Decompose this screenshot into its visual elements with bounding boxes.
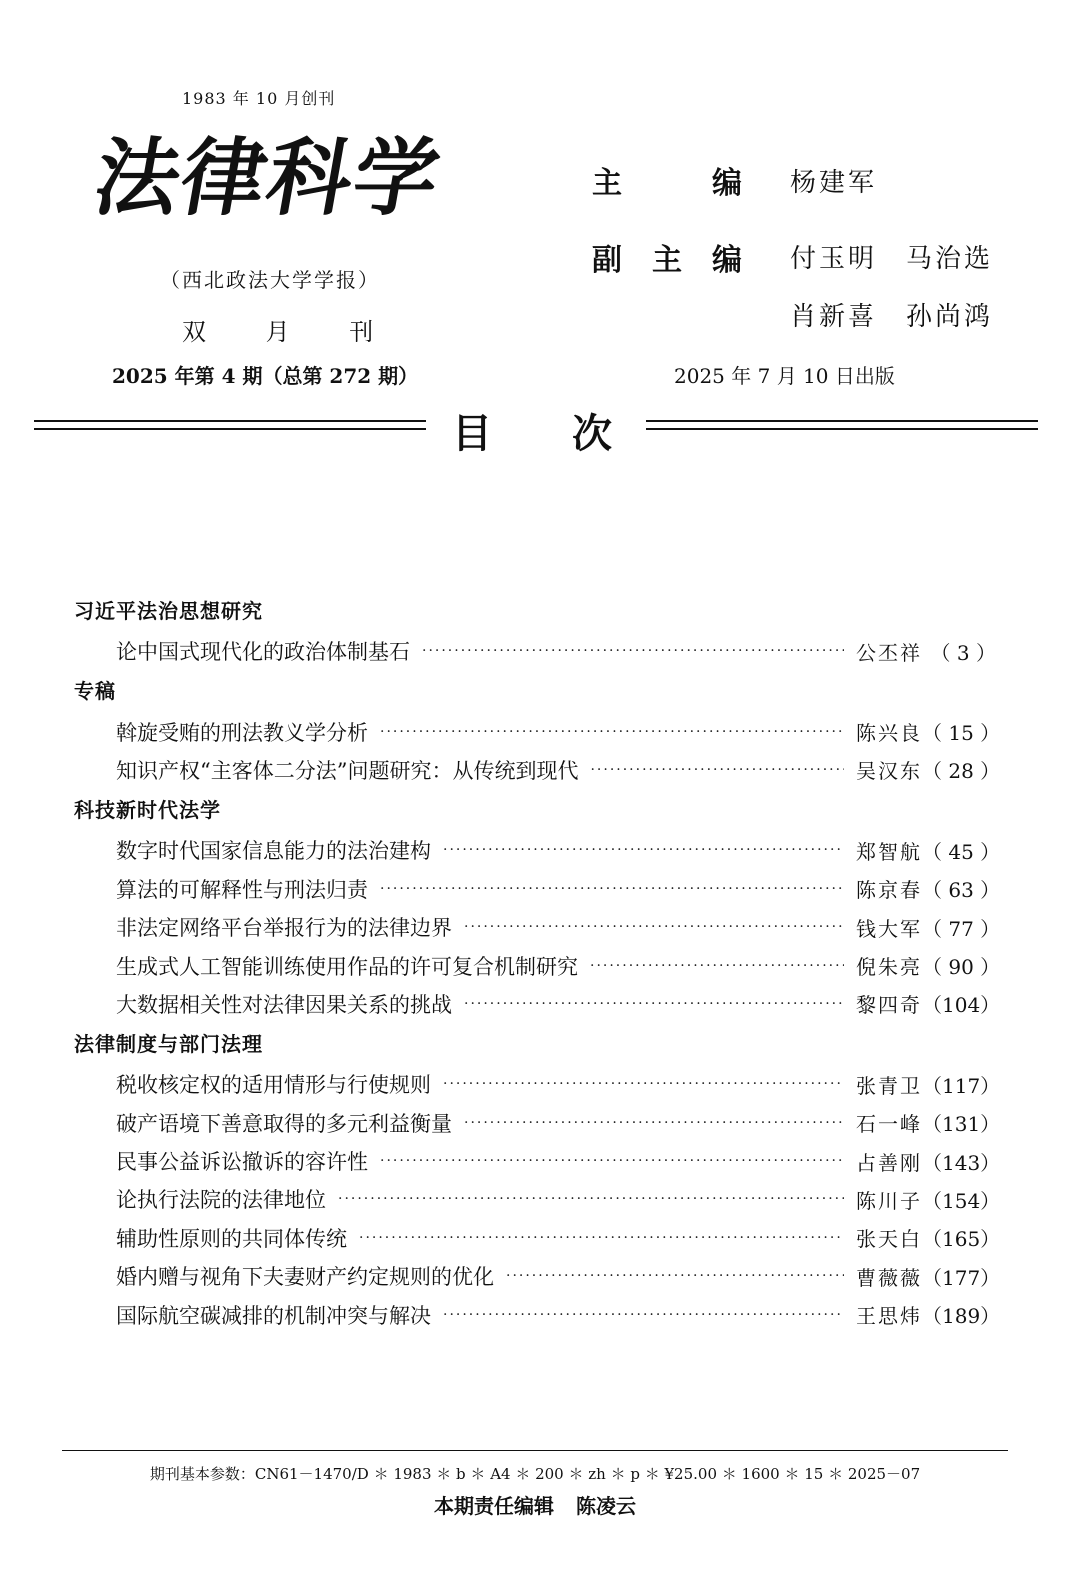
chief-editor-label	[592, 158, 762, 202]
article-title: 破产语境下善意取得的多元利益衡量	[116, 1111, 452, 1136]
article-page: （177）	[922, 1265, 1001, 1290]
dot-leader	[422, 643, 844, 659]
deputy-editor-label	[592, 235, 762, 279]
article-title: 辅助性原则的共同体传统	[116, 1226, 347, 1251]
article-author: 陈兴良	[856, 721, 922, 746]
article-title: 论执行法院的法律地位	[116, 1188, 326, 1213]
article-author: 陈京春	[856, 878, 922, 903]
article-page: （ 45 ）	[922, 839, 1001, 864]
toc-entry[interactable]	[74, 1295, 1001, 1333]
responsible-editor	[0, 1490, 1070, 1519]
article-title: 大数据相关性对法律因果关系的挑战	[116, 992, 452, 1017]
toc-entry[interactable]	[74, 1104, 1001, 1142]
article-page: （165）	[922, 1227, 1001, 1252]
dot-leader	[590, 958, 844, 974]
dot-leader	[443, 1307, 844, 1323]
toc-entry[interactable]	[74, 831, 1001, 869]
article-page: （ 15 ）	[922, 721, 1001, 746]
toc-section-heading: 习近平法治思想研究	[74, 599, 263, 623]
article-title: 非法定网络平台举报行为的法律边界	[116, 916, 452, 941]
toc-section-heading: 专稿	[74, 679, 116, 704]
toc-title: 目次	[452, 411, 692, 457]
title-rule-right	[646, 420, 1038, 430]
dot-leader	[380, 881, 844, 897]
toc-entry[interactable]	[74, 1065, 1001, 1103]
dot-leader	[359, 1230, 844, 1246]
article-author: 吴汉东	[856, 759, 922, 784]
article-page: （131）	[922, 1112, 1001, 1137]
article-page: （189）	[922, 1304, 1001, 1329]
dot-leader	[380, 1153, 844, 1169]
toc-entry[interactable]	[74, 946, 1001, 984]
article-page: （ 77 ）	[922, 916, 1001, 941]
dot-leader	[380, 724, 844, 740]
toc-entry[interactable]	[74, 985, 1001, 1023]
article-author: 张天白	[856, 1227, 922, 1252]
article-page: （104）	[922, 993, 1001, 1018]
dot-leader	[464, 919, 844, 935]
article-page: （143）	[922, 1150, 1001, 1175]
article-page: （ 3 ）	[930, 640, 996, 665]
article-author: 张青卫	[856, 1073, 922, 1098]
journal-title: 法律科学	[87, 128, 449, 227]
article-page: （154）	[922, 1188, 1001, 1213]
article-author: 石一峰	[856, 1112, 922, 1137]
table-of-contents	[74, 590, 1001, 1334]
chief-editor-label-text: 主 编	[592, 166, 742, 201]
publication-date: 2025 年 7 月 10 日出版	[674, 364, 895, 388]
article-title: 生成式人工智能训练使用作品的许可复合机制研究	[116, 954, 578, 979]
article-title: 论中国式现代化的政治体制基石	[116, 640, 410, 665]
dot-leader	[443, 842, 844, 858]
article-author: 占善刚	[856, 1150, 922, 1175]
toc-entry[interactable]	[74, 1142, 1001, 1180]
footer-rule	[62, 1450, 1008, 1451]
toc-entry[interactable]	[74, 870, 1001, 908]
founded-date: 1983 年 10 月创刊	[182, 89, 336, 108]
journal-logo	[87, 118, 449, 238]
toc-entry[interactable]	[74, 751, 1001, 789]
toc-entry[interactable]	[74, 712, 1001, 750]
title-rule-left	[34, 420, 426, 430]
article-title: 民事公益诉讼撤诉的容许性	[116, 1150, 368, 1175]
article-author: 王思炜	[856, 1304, 922, 1329]
dot-leader	[338, 1191, 844, 1207]
article-author: 黎四奇	[856, 993, 922, 1018]
issue-number: 2025 年第 4 期（总第 272 期）	[112, 364, 419, 388]
article-author: 公丕祥	[856, 640, 922, 665]
article-author: 郑智航	[856, 839, 922, 864]
frequency: 双 月 刊	[182, 318, 400, 346]
article-title: 国际航空碳减排的机制冲突与解决	[116, 1303, 431, 1328]
toc-entry[interactable]	[74, 1180, 1001, 1218]
article-page: （ 28 ）	[922, 759, 1001, 784]
dot-leader	[506, 1268, 844, 1284]
article-author: 陈川子	[856, 1188, 922, 1213]
toc-entry[interactable]	[74, 908, 1001, 946]
deputy-editor-names-2: 肖新喜 孙尚鸿	[790, 302, 994, 332]
toc-entry[interactable]	[74, 1257, 1001, 1295]
article-title: 数字时代国家信息能力的法治建构	[116, 839, 431, 864]
dot-leader	[443, 1076, 844, 1092]
deputy-editor-label-text: 副 主 编	[592, 243, 742, 278]
toc-entry[interactable]	[74, 1219, 1001, 1257]
sponsor-line: （西北政法大学学报）	[160, 268, 380, 292]
responsible-editor-label: 本期责任编辑	[434, 1494, 554, 1518]
responsible-editor-name: 陈凌云	[576, 1494, 636, 1518]
article-page: （ 63 ）	[922, 878, 1001, 903]
toc-section-heading: 法律制度与部门法理	[74, 1032, 263, 1057]
article-title: 知识产权“主客体二分法”问题研究：从传统到现代	[116, 758, 579, 783]
deputy-editor-names-1: 付玉明 马治选	[790, 244, 994, 274]
journal-parameters: 期刊基本参数：CN61－1470/D ＊ 1983 ＊ b ＊ A4 ＊ 200 ＊ zh ＊ p ＊ ¥25.00 ＊ 1600 ＊ 15 ＊ 2025－07	[149, 1465, 921, 1483]
dot-leader	[464, 1115, 844, 1131]
dot-leader	[590, 762, 844, 778]
article-title: 斡旋受贿的刑法教义学分析	[116, 720, 368, 745]
article-title: 算法的可解释性与刑法归责	[116, 877, 368, 902]
article-page: （ 90 ）	[922, 955, 1001, 980]
article-author: 钱大军	[856, 916, 922, 941]
dot-leader	[464, 996, 844, 1012]
article-title: 税收核定权的适用情形与行使规则	[116, 1073, 431, 1098]
article-title: 婚内赠与视角下夫妻财产约定规则的优化	[116, 1265, 494, 1290]
toc-section-heading: 科技新时代法学	[74, 798, 221, 823]
article-author: 曹薇薇	[856, 1265, 922, 1290]
chief-editor-name: 杨建军	[790, 168, 878, 198]
article-author: 倪朱亮	[856, 955, 922, 980]
article-page: （117）	[922, 1073, 1001, 1098]
toc-entry[interactable]	[74, 632, 996, 670]
